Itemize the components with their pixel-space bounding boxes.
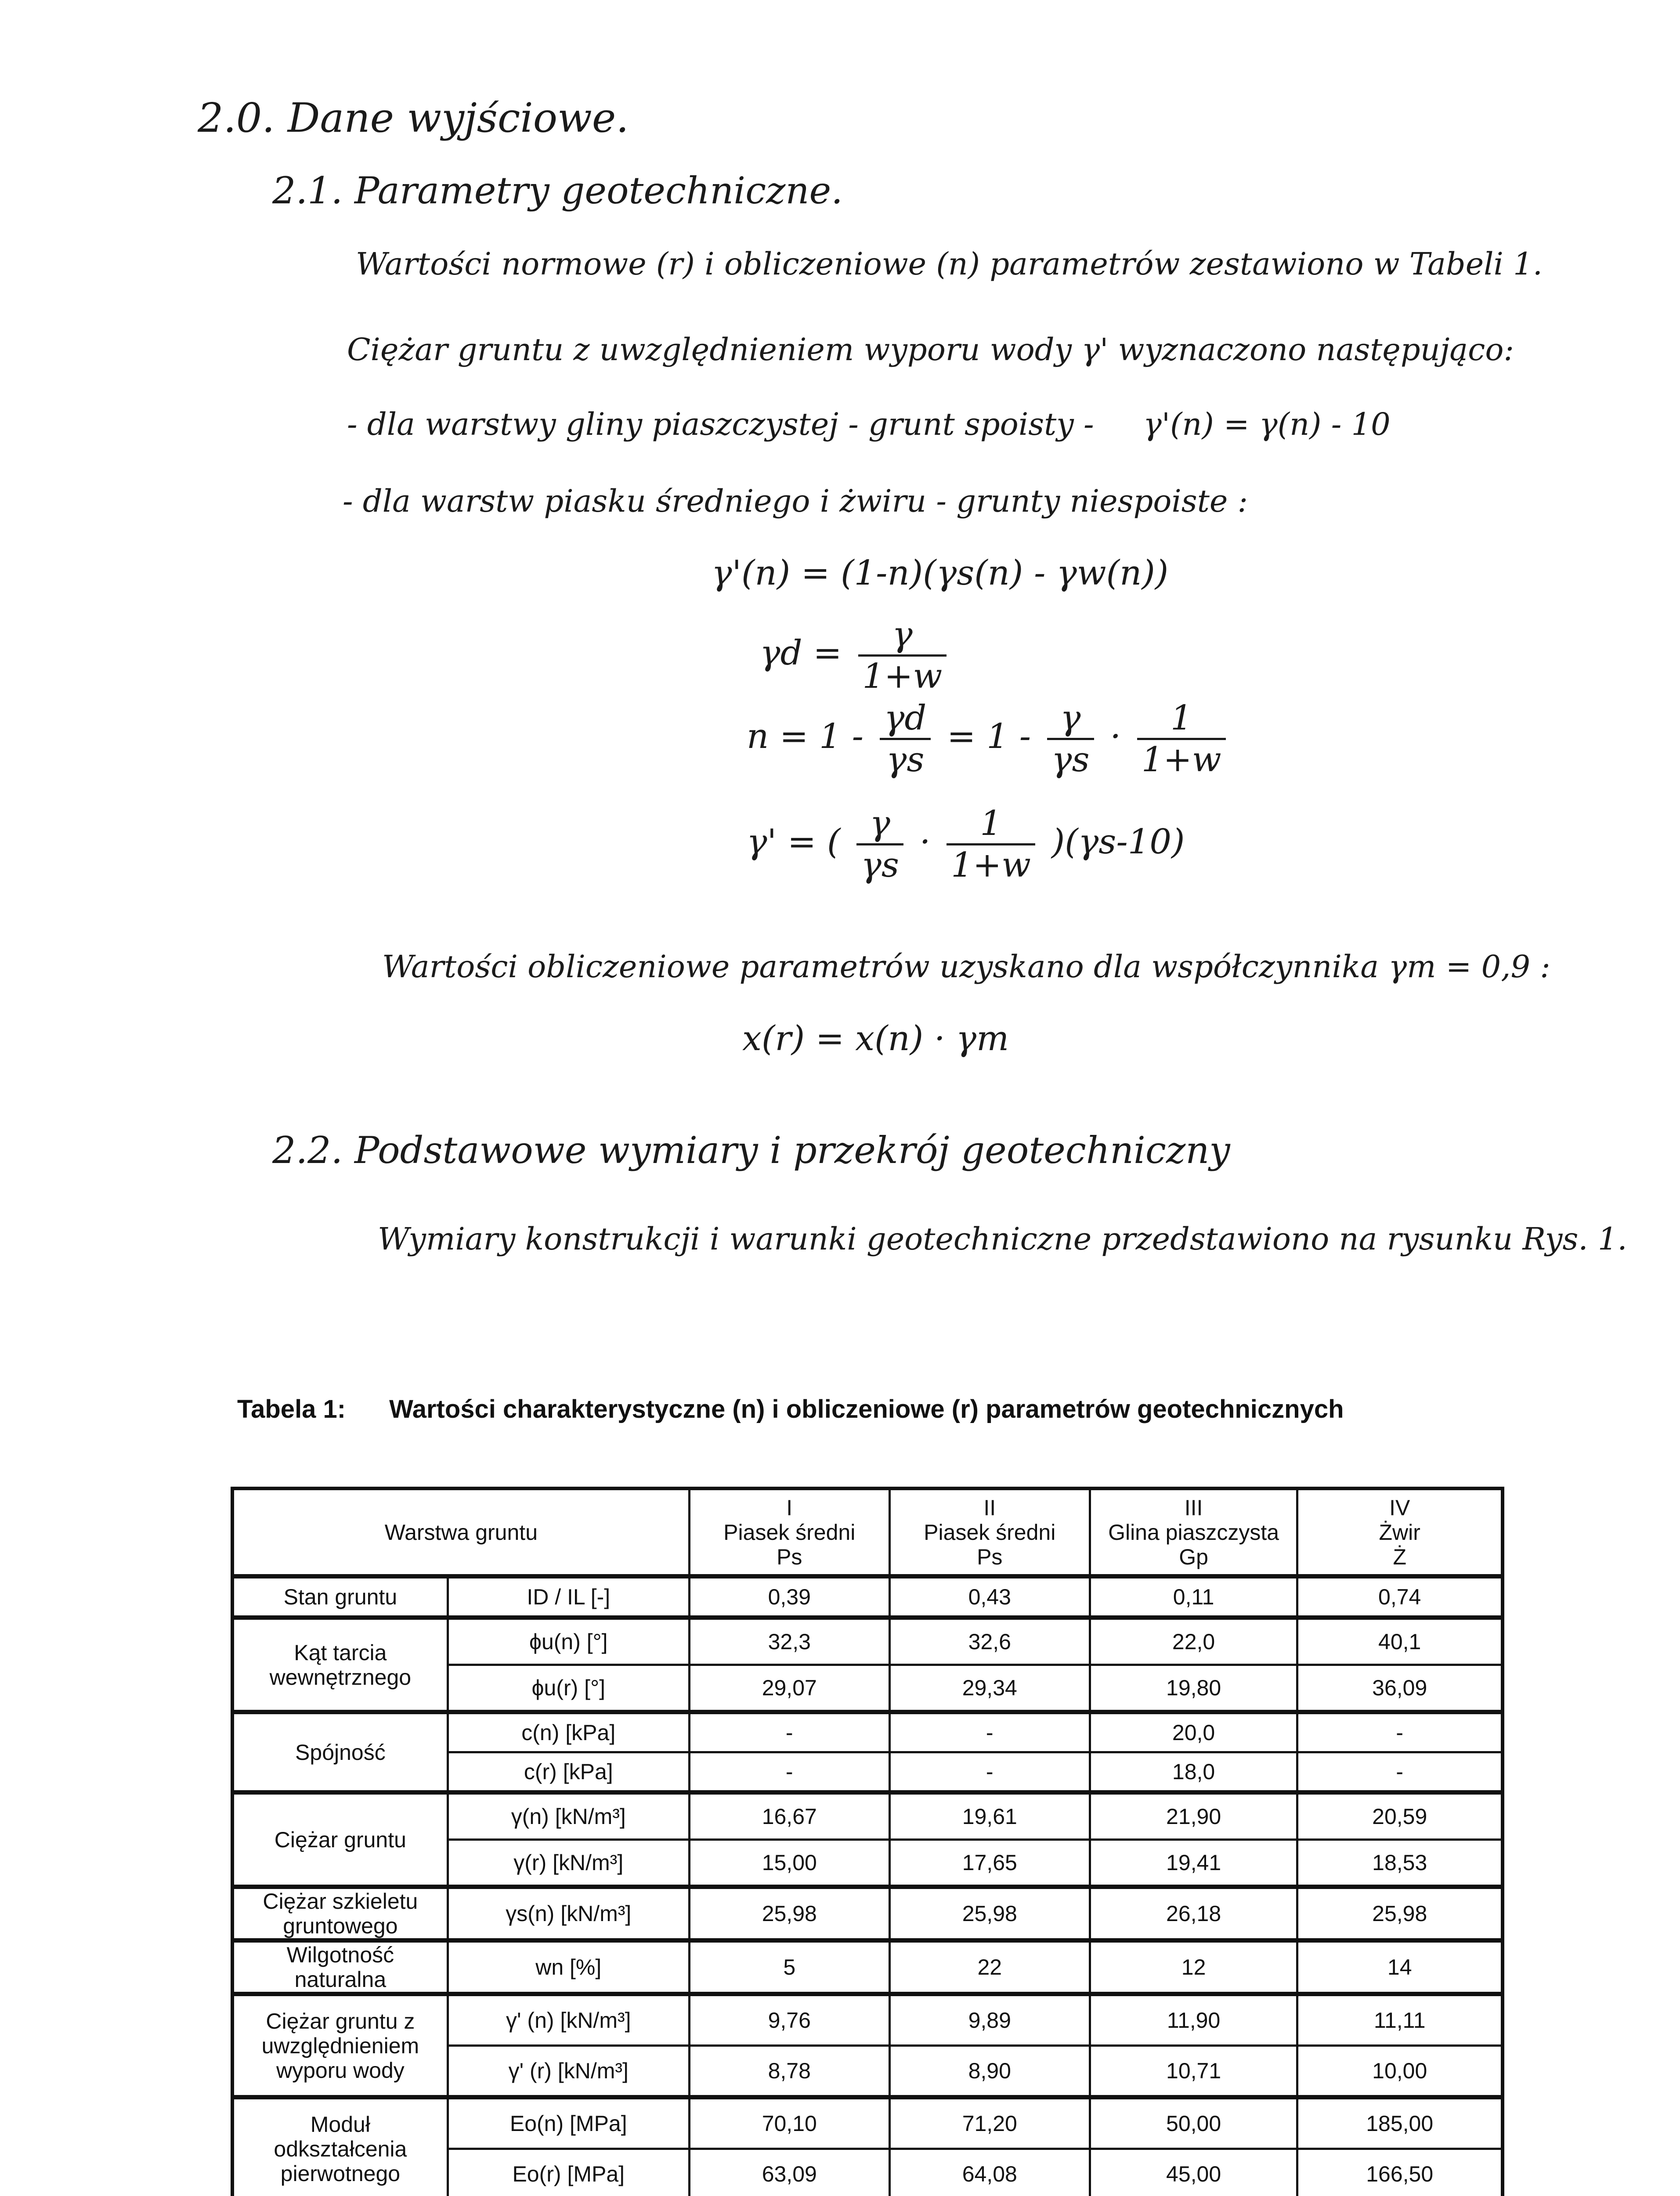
table-row bbox=[232, 1618, 1503, 1665]
f4-dot: · bbox=[919, 822, 931, 862]
f3-num3: 1 bbox=[1137, 698, 1226, 740]
table-caption bbox=[237, 1394, 1344, 1424]
value-cell: 5 bbox=[689, 1940, 889, 1994]
value-cell: 71,20 bbox=[889, 2097, 1090, 2149]
value-cell: 25,98 bbox=[889, 1887, 1090, 1940]
row-group-label bbox=[232, 1792, 448, 1887]
value-cell: 70,10 bbox=[689, 2097, 889, 2149]
value-cell: 0,11 bbox=[1090, 1576, 1297, 1618]
table-caption-text: Wartości charakterystyczne (n) i obliczeniowe (r) parametrów geotechnicznych bbox=[389, 1395, 1344, 1423]
f4-den2: 1+w bbox=[951, 845, 1031, 885]
formula-porosity bbox=[747, 698, 1231, 780]
table-row bbox=[232, 1792, 1503, 1840]
f3-dot: · bbox=[1110, 717, 1121, 756]
section-heading-2-1: 2.1. Parametry geotechniczne. bbox=[272, 169, 843, 212]
value-cell: 12 bbox=[1090, 1940, 1297, 1994]
parameter-cell: γs(n) [kN/m³] bbox=[448, 1887, 689, 1940]
header-col-3-roman: III bbox=[1184, 1495, 1203, 1520]
value-cell: 18,53 bbox=[1297, 1840, 1503, 1887]
row-group-label-line: Ciężar szkieletu bbox=[263, 1889, 418, 1914]
paragraph-unit-weight: Ciężar gruntu z uwzględnieniem wyporu wody γ' wyznaczono następująco: bbox=[347, 332, 1514, 368]
value-cell: 185,00 bbox=[1297, 2097, 1503, 2149]
value-cell: 20,0 bbox=[1090, 1712, 1297, 1752]
value-cell: 11,90 bbox=[1090, 1994, 1297, 2046]
value-cell: 19,61 bbox=[889, 1792, 1090, 1840]
value-cell: 19,80 bbox=[1090, 1665, 1297, 1712]
row-group-label-line: Ciężar gruntu bbox=[274, 1827, 406, 1852]
formula-design-value: x(r) = x(n) · γm bbox=[742, 1019, 1009, 1058]
header-col-4-roman: IV bbox=[1389, 1495, 1410, 1520]
value-cell: 64,08 bbox=[889, 2149, 1090, 2196]
value-cell: 22,0 bbox=[1090, 1618, 1297, 1665]
f3-b: = 1 - bbox=[947, 717, 1031, 756]
f4-frac1 bbox=[856, 804, 903, 885]
value-cell: 16,67 bbox=[689, 1792, 889, 1840]
value-cell: - bbox=[689, 1752, 889, 1793]
value-cell: 14 bbox=[1297, 1940, 1503, 1994]
f4-den1: γs bbox=[861, 845, 899, 885]
table-row bbox=[232, 1576, 1503, 1618]
header-col-4-symbol: Ż bbox=[1393, 1544, 1406, 1569]
value-cell: 8,90 bbox=[889, 2046, 1090, 2098]
value-cell: 25,98 bbox=[1297, 1887, 1503, 1940]
value-cell: - bbox=[1297, 1752, 1503, 1793]
f4-num2: 1 bbox=[947, 804, 1035, 845]
header-col-1-symbol: Ps bbox=[777, 1544, 802, 1569]
table-row bbox=[232, 1994, 1503, 2046]
f4-a: γ' = ( bbox=[747, 822, 841, 862]
row-group-label-line: Stan gruntu bbox=[283, 1585, 397, 1609]
parameter-cell: ID / IL [-] bbox=[448, 1576, 689, 1618]
value-cell: - bbox=[889, 1752, 1090, 1793]
row-group-label bbox=[232, 1940, 448, 1994]
bullet-sand-gravel: - dla warstw piasku średniego i żwiru - grunty niespoiste : bbox=[343, 483, 1248, 519]
row-group-label-line: naturalna bbox=[294, 1967, 387, 1992]
parameter-cell: c(n) [kPa] bbox=[448, 1712, 689, 1752]
paragraph-values: Wartości normowe (r) i obliczeniowe (n) parametrów zestawiono w Tabeli 1. bbox=[356, 246, 1543, 282]
value-cell: 9,89 bbox=[889, 1994, 1090, 2046]
f3-frac3 bbox=[1137, 698, 1226, 780]
header-col-1 bbox=[689, 1488, 889, 1576]
value-cell: 8,78 bbox=[689, 2046, 889, 2098]
value-cell: 26,18 bbox=[1090, 1887, 1297, 1940]
row-group-label bbox=[232, 1576, 448, 1618]
f2-lhs: γd = bbox=[760, 633, 842, 673]
value-cell: 0,39 bbox=[689, 1576, 889, 1618]
section-heading-2-2: 2.2. Podstawowe wymiary i przekrój geotechniczny bbox=[272, 1129, 1230, 1172]
value-cell: 36,09 bbox=[1297, 1665, 1503, 1712]
row-group-label bbox=[232, 1712, 448, 1792]
header-col-1-roman: I bbox=[786, 1495, 793, 1520]
geotechnical-parameters-table bbox=[231, 1487, 1504, 2196]
parameter-cell: Eo(n) [MPa] bbox=[448, 2097, 689, 2149]
parameter-cell: γ(r) [kN/m³] bbox=[448, 1840, 689, 1887]
row-group-label-line: Ciężar gruntu z bbox=[266, 2008, 415, 2033]
row-group-label-line: gruntowego bbox=[283, 1914, 398, 1938]
parameter-cell: wn [%] bbox=[448, 1940, 689, 1994]
value-cell: 45,00 bbox=[1090, 2149, 1297, 2196]
value-cell: 9,76 bbox=[689, 1994, 889, 2046]
formula-clay: γ'(n) = γ(n) - 10 bbox=[1143, 406, 1391, 442]
row-group-label-line: Kąt tarcia bbox=[294, 1640, 387, 1665]
formula-dry-density bbox=[760, 615, 952, 696]
formula-effective-weight: γ'(n) = (1-n)(γs(n) - γw(n)) bbox=[712, 553, 1169, 593]
formula-gamma-prime bbox=[747, 804, 1185, 885]
parameter-cell: ϕu(r) [°] bbox=[448, 1665, 689, 1712]
bullet-clay bbox=[347, 406, 1391, 442]
value-cell: 32,6 bbox=[889, 1618, 1090, 1665]
value-cell: 29,07 bbox=[689, 1665, 889, 1712]
f3-a: n = 1 - bbox=[747, 717, 863, 756]
value-cell: 20,59 bbox=[1297, 1792, 1503, 1840]
row-group-label-line: wewnętrznego bbox=[269, 1665, 412, 1690]
value-cell: - bbox=[1297, 1712, 1503, 1752]
f3-frac2 bbox=[1047, 698, 1094, 780]
header-col-2-name: Piasek średni bbox=[924, 1520, 1056, 1545]
value-cell: 18,0 bbox=[1090, 1752, 1297, 1793]
header-col-3-symbol: Gp bbox=[1179, 1544, 1208, 1569]
bullet-clay-text: - dla warstwy gliny piaszczystej - grunt spoisty - bbox=[347, 406, 1094, 442]
value-cell: 63,09 bbox=[689, 2149, 889, 2196]
table-row bbox=[232, 1887, 1503, 1940]
row-group-label bbox=[232, 1618, 448, 1712]
row-group-label-line: Wilgotność bbox=[286, 1943, 394, 1967]
f4-b: )(γs-10) bbox=[1051, 822, 1185, 862]
header-layer: Warstwa gruntu bbox=[232, 1488, 689, 1576]
header-col-4-name: Żwir bbox=[1379, 1520, 1420, 1545]
f2-fraction bbox=[858, 615, 947, 696]
row-group-label-line: odkształcenia bbox=[274, 2136, 407, 2161]
f3-num1: γd bbox=[880, 698, 931, 740]
value-cell: 10,71 bbox=[1090, 2046, 1297, 2098]
f3-den2: γs bbox=[1051, 740, 1090, 780]
header-col-4 bbox=[1297, 1488, 1503, 1576]
value-cell: - bbox=[889, 1712, 1090, 1752]
value-cell: 19,41 bbox=[1090, 1840, 1297, 1887]
value-cell: 17,65 bbox=[889, 1840, 1090, 1887]
table-header-row bbox=[232, 1488, 1503, 1576]
f4-num1: γ bbox=[856, 804, 903, 845]
value-cell: 40,1 bbox=[1297, 1618, 1503, 1665]
value-cell: - bbox=[689, 1712, 889, 1752]
value-cell: 21,90 bbox=[1090, 1792, 1297, 1840]
table-row bbox=[232, 2097, 1503, 2149]
value-cell: 29,34 bbox=[889, 1665, 1090, 1712]
header-col-2 bbox=[889, 1488, 1090, 1576]
table-caption-label: Tabela 1: bbox=[237, 1395, 346, 1423]
header-col-1-name: Piasek średni bbox=[723, 1520, 856, 1545]
table-row bbox=[232, 1712, 1503, 1752]
value-cell: 0,43 bbox=[889, 1576, 1090, 1618]
row-group-label-line: pierwotnego bbox=[280, 2161, 401, 2186]
paragraph-dimensions: Wymiary konstrukcji i warunki geotechniczne przedstawiono na rysunku Rys. 1. bbox=[378, 1221, 1627, 1257]
row-group-label bbox=[232, 1994, 448, 2097]
parameter-cell: c(r) [kPa] bbox=[448, 1752, 689, 1793]
value-cell: 50,00 bbox=[1090, 2097, 1297, 2149]
f4-frac2 bbox=[947, 804, 1035, 885]
row-group-label-line: wyporu wody bbox=[276, 2058, 405, 2083]
header-col-2-symbol: Ps bbox=[977, 1544, 1003, 1569]
value-cell: 32,3 bbox=[689, 1618, 889, 1665]
header-col-3-name: Glina piaszczysta bbox=[1108, 1520, 1279, 1545]
value-cell: 10,00 bbox=[1297, 2046, 1503, 2098]
f3-den3: 1+w bbox=[1141, 740, 1221, 780]
section-heading-2-0: 2.0. Dane wyjściowe. bbox=[198, 94, 629, 141]
f3-num2: γ bbox=[1047, 698, 1094, 740]
paragraph-design-values: Wartości obliczeniowe parametrów uzyskano dla współczynnika γm = 0,9 : bbox=[382, 949, 1550, 985]
parameter-cell: γ' (r) [kN/m³] bbox=[448, 2046, 689, 2098]
value-cell: 15,00 bbox=[689, 1840, 889, 1887]
value-cell: 11,11 bbox=[1297, 1994, 1503, 2046]
table-body bbox=[232, 1576, 1503, 2196]
f2-den: 1+w bbox=[862, 657, 943, 696]
header-col-3 bbox=[1090, 1488, 1297, 1576]
row-group-label-line: uwzględnieniem bbox=[261, 2033, 419, 2058]
header-col-2-roman: II bbox=[983, 1495, 996, 1520]
row-group-label-line: Moduł bbox=[310, 2112, 370, 2137]
f3-den1: γs bbox=[886, 740, 925, 780]
value-cell: 25,98 bbox=[689, 1887, 889, 1940]
value-cell: 22 bbox=[889, 1940, 1090, 1994]
table-row bbox=[232, 1940, 1503, 1994]
parameter-cell: ϕu(n) [°] bbox=[448, 1618, 689, 1665]
f2-num: γ bbox=[858, 615, 947, 657]
f3-frac1 bbox=[880, 698, 931, 780]
parameter-cell: γ' (n) [kN/m³] bbox=[448, 1994, 689, 2046]
value-cell: 166,50 bbox=[1297, 2149, 1503, 2196]
value-cell: 0,74 bbox=[1297, 1576, 1503, 1618]
row-group-label bbox=[232, 2097, 448, 2196]
row-group-label-line: Spójność bbox=[295, 1740, 386, 1765]
parameter-cell: γ(n) [kN/m³] bbox=[448, 1792, 689, 1840]
row-group-label bbox=[232, 1887, 448, 1940]
parameter-cell: Eo(r) [MPa] bbox=[448, 2149, 689, 2196]
